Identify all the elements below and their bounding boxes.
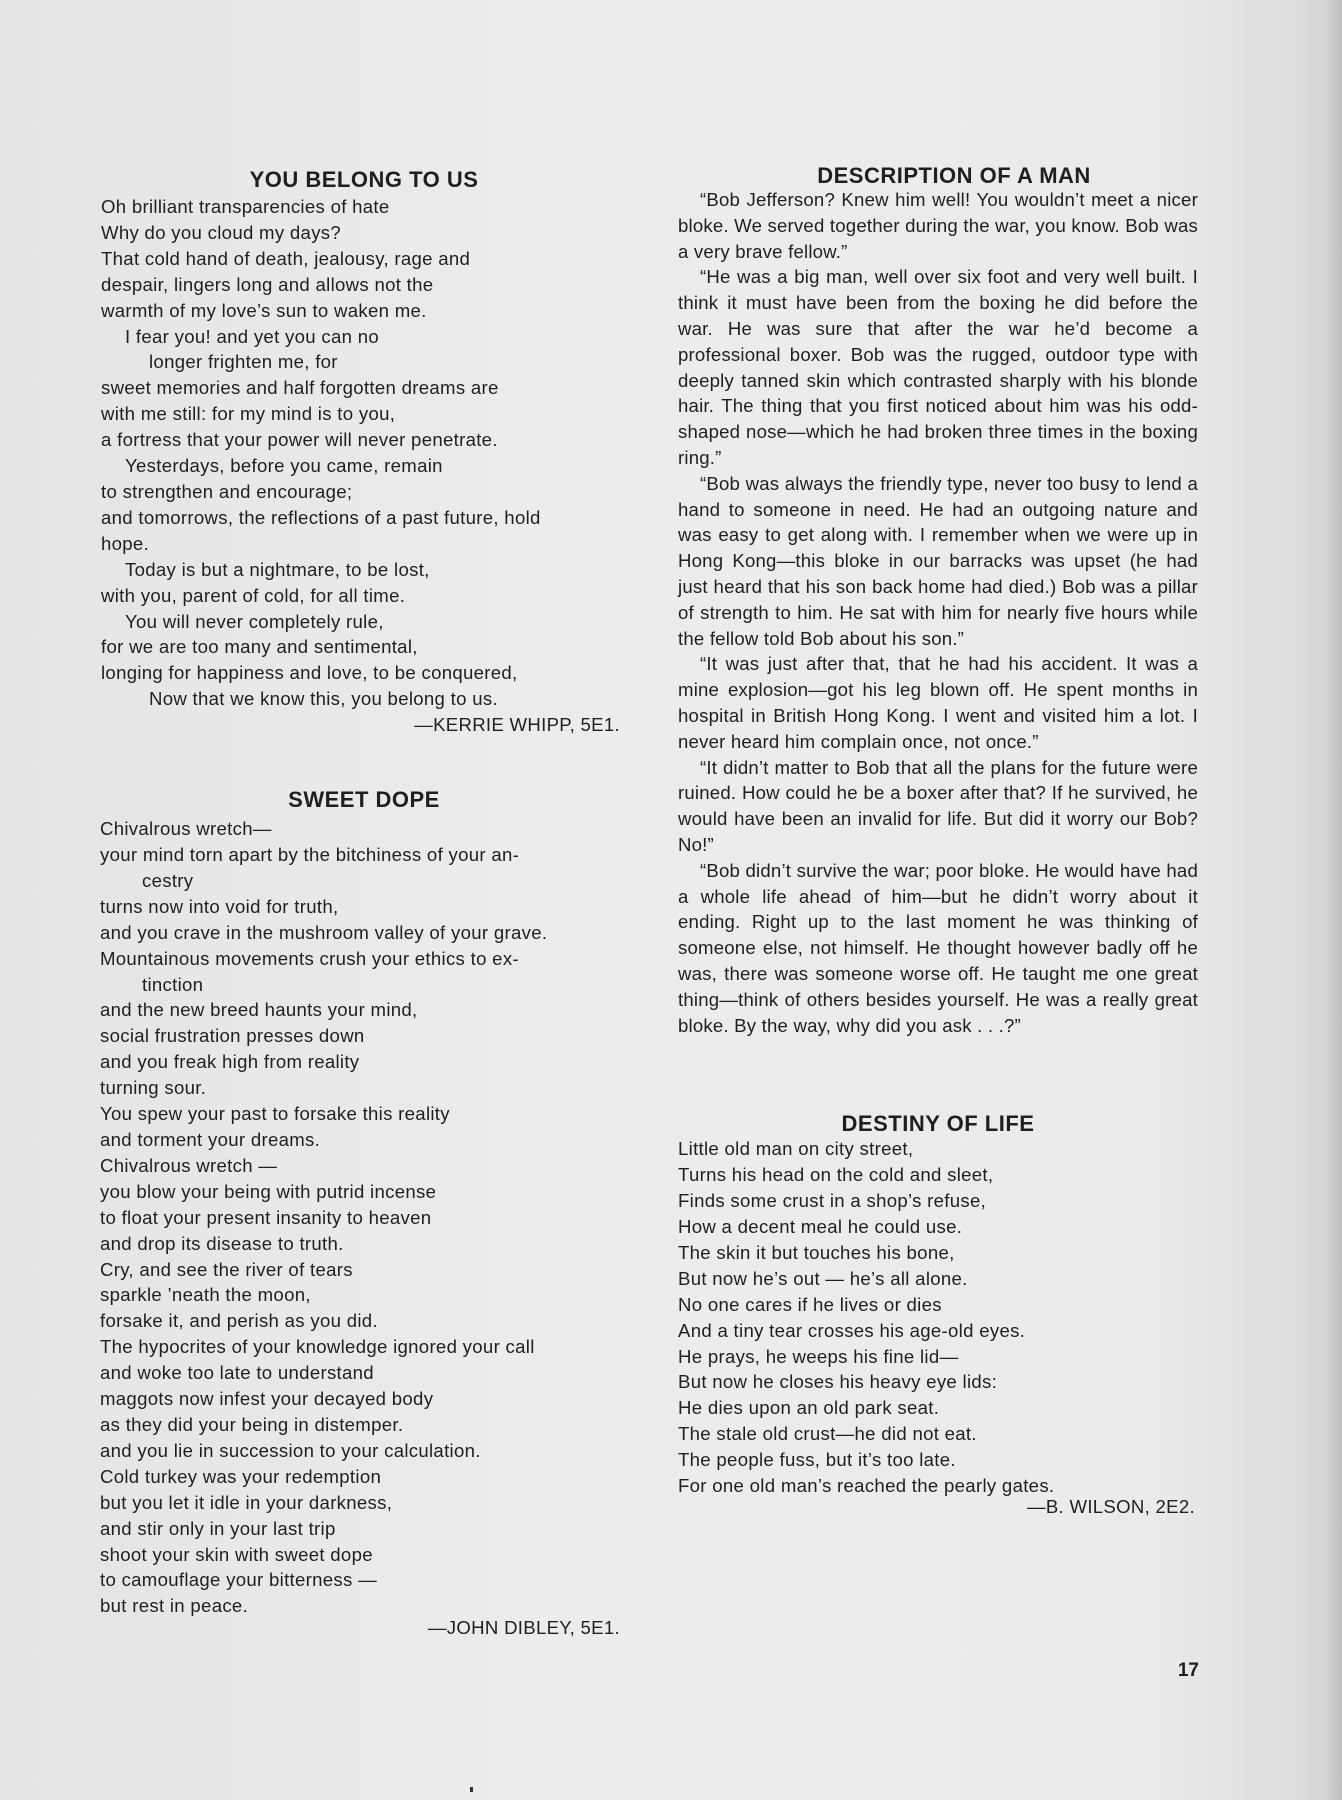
poem-line: with you, parent of cold, for all time. bbox=[101, 584, 406, 606]
page-edge-shadow bbox=[1324, 0, 1342, 1800]
poem-line: and you freak high from reality bbox=[100, 1051, 360, 1073]
poem-line: sweet memories and half forgotten dreams are bbox=[101, 377, 499, 399]
poem-line: Now that we know this, you belong to us. bbox=[149, 688, 498, 710]
poem-body bbox=[100, 816, 628, 1619]
poem-line: despair, lingers long and allows not the bbox=[101, 273, 434, 295]
story-description-of-a-man bbox=[678, 162, 1198, 1038]
poem-line: and you crave in the mushroom valley of your grave. bbox=[100, 921, 548, 943]
poem-line: Why do you cloud my days? bbox=[101, 221, 342, 243]
print-speck bbox=[470, 1787, 473, 1792]
poem-line: The hypocrites of your knowledge ignored your call bbox=[100, 1336, 535, 1358]
poem-line: as they did your being in distemper. bbox=[100, 1413, 404, 1435]
story-title: DESCRIPTION OF A MAN bbox=[817, 163, 1091, 188]
poem-line: He prays, he weeps his fine lid— bbox=[678, 1345, 959, 1367]
poem-destiny-of-life bbox=[678, 1110, 1198, 1520]
poem-line: to float your present insanity to heaven bbox=[100, 1206, 432, 1228]
poem-line: a fortress that your power will never penetrate. bbox=[101, 429, 498, 451]
poem-line: maggots now infest your decayed body bbox=[100, 1388, 434, 1410]
poem-line: Finds some crust in a shop’s refuse, bbox=[678, 1190, 987, 1212]
poem-line: Little old man on city street, bbox=[678, 1138, 914, 1160]
poem-title: DESTINY OF LIFE bbox=[841, 1111, 1035, 1137]
poem-line: Turns his head on the cold and sleet, bbox=[678, 1164, 994, 1186]
poem-line: and you lie in succession to your calculation. bbox=[100, 1439, 481, 1461]
story-paragraph: “Bob was always the friendly type, never too busy to lend a hand to someone in need. He had an outgoing nature and was easy to get along with. I remember when we were up in Hong Kong—this bloke in our barracks was upset (he had just heard that his son back home had died.) Bob was a pillar of strength to him. He sat with him for nearly five hours while the fellow told Bob about his son.” bbox=[678, 472, 1198, 649]
story-paragraph: “It didn’t matter to Bob that all the plans for the future were ruined. How could he be a boxer after that? If he survived, he would have been an invalid for life. But did it worry our Bob? No!” bbox=[678, 756, 1198, 855]
poem-body bbox=[678, 1136, 1198, 1499]
poem-title: SWEET DOPE bbox=[288, 787, 440, 813]
poem-line: How a decent meal he could use. bbox=[678, 1216, 963, 1238]
poem-line: You will never completely rule, bbox=[125, 610, 384, 632]
poem-line: social frustration presses down bbox=[100, 1025, 365, 1047]
poem-line: That cold hand of death, jealousy, rage and bbox=[101, 247, 471, 269]
poem-line: And a tiny tear crosses his age-old eyes. bbox=[678, 1319, 1026, 1341]
poem-line: Chivalrous wretch— bbox=[100, 818, 272, 840]
story-paragraph: “He was a big man, well over six foot and very well built. I think it must have been from the boxing he did before the war. He was sure that after the war he’d become a professional boxer. Bob was the rugged, outdoor type with deeply tanned skin which contrasted sharply with his blonde hair. The thing that you first noticed about him was his odd-shaped nose—which he had broken three times in the boxing ring.” bbox=[678, 266, 1198, 468]
poem-line: For one old man’s reached the pearly gates. bbox=[678, 1475, 1055, 1497]
poem-line: No one cares if he lives or dies bbox=[678, 1293, 942, 1315]
poem-line: turning sour. bbox=[100, 1077, 207, 1099]
poem-line: and drop its disease to truth. bbox=[100, 1232, 344, 1254]
poem-line: tinction bbox=[142, 973, 204, 995]
poem-line: for we are too many and sentimental, bbox=[101, 636, 418, 658]
story-paragraph: “Bob didn’t survive the war; poor bloke. He would have had a whole life ahead of him—but he didn’t worry about it ending. Right up to the last moment he was thinking of someone else, not himself. He thought however badly off he was, there was someone worse off. He taught me one great thing—think of others besides yourself. He was a really great bloke. By the way, why did you ask . . .?” bbox=[678, 859, 1198, 1036]
poem-line: and stir only in your last trip bbox=[100, 1517, 336, 1539]
poem-line: warmth of my love’s sun to waken me. bbox=[101, 299, 427, 321]
poem-line: cestry bbox=[142, 869, 194, 891]
poem-body bbox=[101, 194, 628, 712]
poem-line: The stale old crust—he did not eat. bbox=[678, 1423, 977, 1445]
poem-line: Oh brilliant transparencies of hate bbox=[101, 196, 390, 217]
poem-line: to camouflage your bitterness — bbox=[100, 1569, 377, 1591]
poem-line: Cry, and see the river of tears bbox=[100, 1258, 353, 1280]
poem-line: But now he’s out — he’s all alone. bbox=[678, 1267, 968, 1289]
poem-line: forsake it, and perish as you did. bbox=[100, 1310, 378, 1332]
page-number: 17 bbox=[1177, 1660, 1199, 1681]
poem-line: but rest in peace. bbox=[100, 1595, 249, 1617]
poem-line: He dies upon an old park seat. bbox=[678, 1397, 940, 1419]
poem-line: to strengthen and encourage; bbox=[101, 480, 353, 502]
poem-line: Yesterdays, before you came, remain bbox=[125, 455, 443, 477]
poem-title: YOU BELONG TO US bbox=[249, 167, 479, 192]
poem-byline: —JOHN DIBLEY, 5E1. bbox=[427, 1617, 620, 1639]
story-body bbox=[678, 187, 1198, 1038]
poem-line: Today is but a nightmare, to be lost, bbox=[125, 558, 430, 580]
poem-line: The people fuss, but it’s too late. bbox=[678, 1449, 956, 1471]
poem-sweet-dope bbox=[100, 786, 628, 1641]
poem-line: Mountainous movements crush your ethics to ex- bbox=[100, 947, 519, 969]
poem-line: hope. bbox=[101, 532, 150, 554]
poem-line: shoot your skin with sweet dope bbox=[100, 1543, 373, 1565]
poem-line: but you let it idle in your darkness, bbox=[100, 1491, 393, 1513]
poem-line: and the new breed haunts your mind, bbox=[100, 999, 418, 1021]
poem-line: and torment your dreams. bbox=[100, 1129, 321, 1150]
poem-line: sparkle ’neath the moon, bbox=[100, 1284, 311, 1306]
poem-line: turns now into void for truth, bbox=[100, 895, 339, 917]
poem-line: and woke too late to understand bbox=[100, 1362, 374, 1384]
poem-line: you blow your being with putrid incense bbox=[100, 1180, 437, 1202]
story-paragraph: “It was just after that, that he had his accident. It was a mine explosion—got his leg blown off. He spent months in hospital in British Hong Kong. I went and visited him a lot. I never heard him complain once, not once.” bbox=[678, 653, 1198, 752]
poem-byline: —B. WILSON, 2E2. bbox=[1026, 1495, 1195, 1517]
right-column bbox=[678, 162, 1198, 1520]
poem-line: But now he closes his heavy eye lids: bbox=[678, 1371, 998, 1393]
poem-line: The skin it but touches his bone, bbox=[678, 1241, 955, 1263]
poem-line: longing for happiness and love, to be conquered, bbox=[101, 662, 518, 684]
poem-you-belong-to-us bbox=[100, 166, 628, 738]
poem-line: longer frighten me, for bbox=[149, 351, 338, 373]
poem-byline: —KERRIE WHIPP, 5E1. bbox=[414, 714, 620, 736]
poem-line: and tomorrows, the reflections of a past future, hold bbox=[101, 506, 541, 528]
story-paragraph: “Bob Jefferson? Knew him well! You wouldn’t meet a nicer bloke. We served together during the war, you know. Bob was a very brave fellow.” bbox=[678, 189, 1198, 262]
poem-line: Chivalrous wretch — bbox=[100, 1154, 278, 1176]
poem-line: Cold turkey was your redemption bbox=[100, 1465, 382, 1487]
poem-line: with me still: for my mind is to you, bbox=[101, 403, 396, 425]
poem-line: You spew your past to forsake this reality bbox=[100, 1103, 450, 1125]
poem-line: I fear you! and yet you can no bbox=[125, 325, 379, 347]
poem-line: your mind torn apart by the bitchiness of your an- bbox=[100, 844, 520, 866]
left-column bbox=[100, 166, 628, 1641]
